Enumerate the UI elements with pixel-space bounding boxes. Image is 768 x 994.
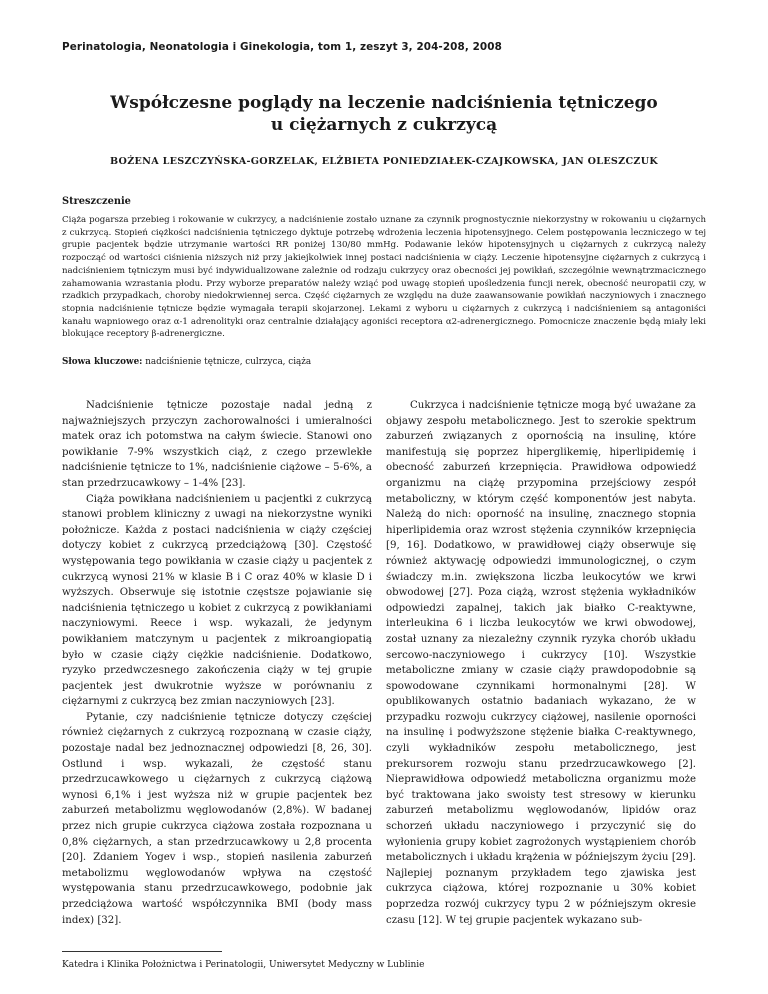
affiliation-footnote: Katedra i Klinika Położnictwa i Perinatologii, Uniwersytet Medyczny w Lublinie [62, 960, 425, 970]
footnote-divider [62, 951, 222, 952]
body-column-left [62, 398, 372, 928]
keywords-text: nadciśnienie tętnicze, culrzyca, ciąża [142, 357, 312, 367]
title-line-1: Współczesne poglądy na leczenie nadciśnienia tętniczego [110, 93, 658, 113]
title-line-2: u ciężarnych z cukrzycą [270, 115, 498, 135]
authors: BOŻENA LESZCZYŃSKA-GORZELAK, ELŻBIETA PONIEDZIAŁEK-CZAJKOWSKA, JAN OLESZCZUK [109, 156, 659, 167]
abstract-text: Ciąża pogarsza przebieg i rokowanie w cukrzycy, a nadciśnienie zostało uznane za czynnik prognostycznie niekorzystny w rokowaniu u ciężarnych z cukrzycą. Stopień ciężkości nadciśnienia tętniczego dyktuje potrzebę wdrożenia leczenia hipotensyjnego. Celem postępowania leczniczego w tej grupie pacjentek będzie utrzymanie wartości RR poniżej 130/80 mmHg. Podawanie leków hipotensyjnych u ciężarnych z cukrzycą należy rozpocząć od wartości ciśnienia niższych niż przy jakiejkolwiek innej postaci nadciśnienia w ciąży. Leczenie hipotensyjne ciężarnych z cukrzycą i nadciśnieniem tętniczym musi być indywidualizowane zależnie od rodzaju cukrzycy oraz obecności jej powikłań, szczególnie wewnątrzmacicznego zahamowania wzrastania płodu. Przy wyborze preparatów należy wziąć pod uwagę stopień upośledzenia funcji nerek, obecność neuropatii czy, w rzadkich przypadkach, choroby niedokrwiennej serca. Część ciężarnych ze względu na duże zaawansowanie powikłań naczyniowych i znacznego stopnia nadciśnienie tętnicze będzie wymagała terapii skojarzonej. Lekami z wyboru u ciężarnych z cukrzycą i nadciśnieniem są antagoniści kanału wapniowego oraz α-1 adrenolityki oraz centralnie działający agoniści receptora α2-adrenergicznego. Pomocnicze znaczenie będą miały leki blokujące receptory β-adrenergiczne. [62, 215, 706, 340]
article-title [62, 92, 706, 136]
journal-header: Perinatologia, Neonatologia i Ginekologia, tom 1, zeszyt 3, 204-208, 2008 [62, 41, 502, 53]
body-column-right [386, 398, 696, 928]
paragraph: Nadciśnienie tętnicze pozostaje nadal jedną z najważniejszych przyczyn zachorowalności i umieralności matek oraz ich potomstwa na całym świecie. Stanowi ono powikłanie 7-9% wszystkich ciąż, z czego przewlekłe nadciśnienie tętnicze to 1%, nadciśnienie ciążowe – 5-6%, a stan przedrzucawkowy – 1-4% [23]. [62, 400, 372, 489]
paragraph: Pytanie, czy nadciśnienie tętnicze dotyczy częściej również ciężarnych z cukrzycą rozpoznaną w czasie ciąży, pozostaje nadal bez jednoznacznej odpowiedzi [8, 26, 30]. Ostlund i wsp. wykazali, że częstość stanu przedrzucawkowego u ciężarnych z cukrzycą ciążową wynosi 6,1% i jest wyższa niż w grupie pacjentek bez zaburzeń metabolizmu węglowodanów (2,8%). W badanej przez nich grupie cukrzyca ciążowa została rozpoznana u 0,8% ciężarnych, a stan przedrzucawkowy u 2,8 procenta [20]. Zdaniem Yogev i wsp., stopień nasilenia zaburzeń metabolizmu węglowodanów wpływa na częstość występowania stanu przedrzucawkowego, podobnie jak przedciążowa wartość współczynnika BMI (body mass index) [32]. [62, 711, 372, 926]
keywords-label: Słowa kluczowe: [62, 357, 143, 367]
abstract-heading: Streszczenie [62, 196, 131, 207]
paragraph: Ciąża powikłana nadciśnieniem u pacjentki z cukrzycą stanowi problem kliniczny z uwagi na niekorzystne wyniki położnicze. Każda z postaci nadciśnienia w ciąży częściej dotyczy kobiet z cukrzycą przedciążową [30]. Częstość występowania tego powikłania w czasie ciąży u pacjentek z cukrzycą wynosi 21% w klasie B i C oraz 40% w klasie D i wyższych. Obserwuje się istotnie częstsze pojawianie się nadciśnienia tętniczego u kobiet z cukrzycą z powikłaniami naczyniowymi. Reece i wsp. wykazali, że jedynym powikłaniem matczynym u pacjentek z mikroangiopatią było w czasie ciąży ciężkie nadciśnienie. Dodatkowo, ryzyko przedwczesnego zakończenia ciąży w tej grupie pacjentek jest dwukrotnie wyższe w porównaniu z ciężarnymi z cukrzycą bez zmian naczyniowych [23]. [62, 493, 372, 708]
keywords [62, 357, 706, 367]
paragraph: Cukrzyca i nadciśnienie tętnicze mogą być uważane za objawy zespołu metabolicznego. Jest to szerokie spektrum zaburzeń związanych z opornością na insulinę, które manifestują się poprzez hiperglikemię, hiperlipidemię i obecność zaburzeń krzepnięcia. Prawidłowa odpowiedź organizmu na ciążę przypomina przejściowy zespół metaboliczny, w którym część komponentów jest nabyta. Należą do nich: oporność na insulinę, znacznego stopnia hiperlipidemia oraz wzrost stężenia czynników krzepnięcia [9, 16]. Dodatkowo, w prawidłowej ciąży obserwuje się również aktywację odpowiedzi immunologicznej, o czym świadczy m.in. zwiększona liczba leukocytów we krwi obwodowej [27]. Poza ciążą, wzrost stężenia wykładników odpowiedzi zapalnej, takich jak białko C-reaktywne, interleukina 6 i liczba leukocytów we krwi obwodowej, został uznany za niezależny czynnik ryzyka chorób układu sercowo-naczyniowego i cukrzycy [10]. Wszystkie metaboliczne zmiany w czasie ciąży prawdopodobnie są spowodowane czynnikami hormonalnymi [28]. W opublikowanych ostatnio badaniach wykazano, że w przypadku rozwoju cukrzycy ciążowej, nasilenie oporności na insulinę i podwyższone stężenie białka C-reaktywnego, czyli wykładników zespołu metabolicznego, jest prekursorem rozwoju stanu przedrzucawkowego [2]. Nieprawidłowa odpowiedź metaboliczna organizmu może być traktowana jako swoisty test stresowy w kierunku zaburzeń metabolizmu węglowodanów, lipidów oraz schorzeń układu naczyniowego i przyczynić się do wyłonienia grupy kobiet zagrożonych wystąpieniem chorób metabolicznych i układu krążenia w późniejszym życiu [29]. Najlepiej poznanym przykładem tego zjawiska jest cukrzyca ciążowa, której rozpoznanie u 30% kobiet poprzedza rozwój cukrzycy typu 2 w późniejszym okresie czasu [12]. W tej grupie pacjentek wykazano sub- [386, 400, 696, 926]
